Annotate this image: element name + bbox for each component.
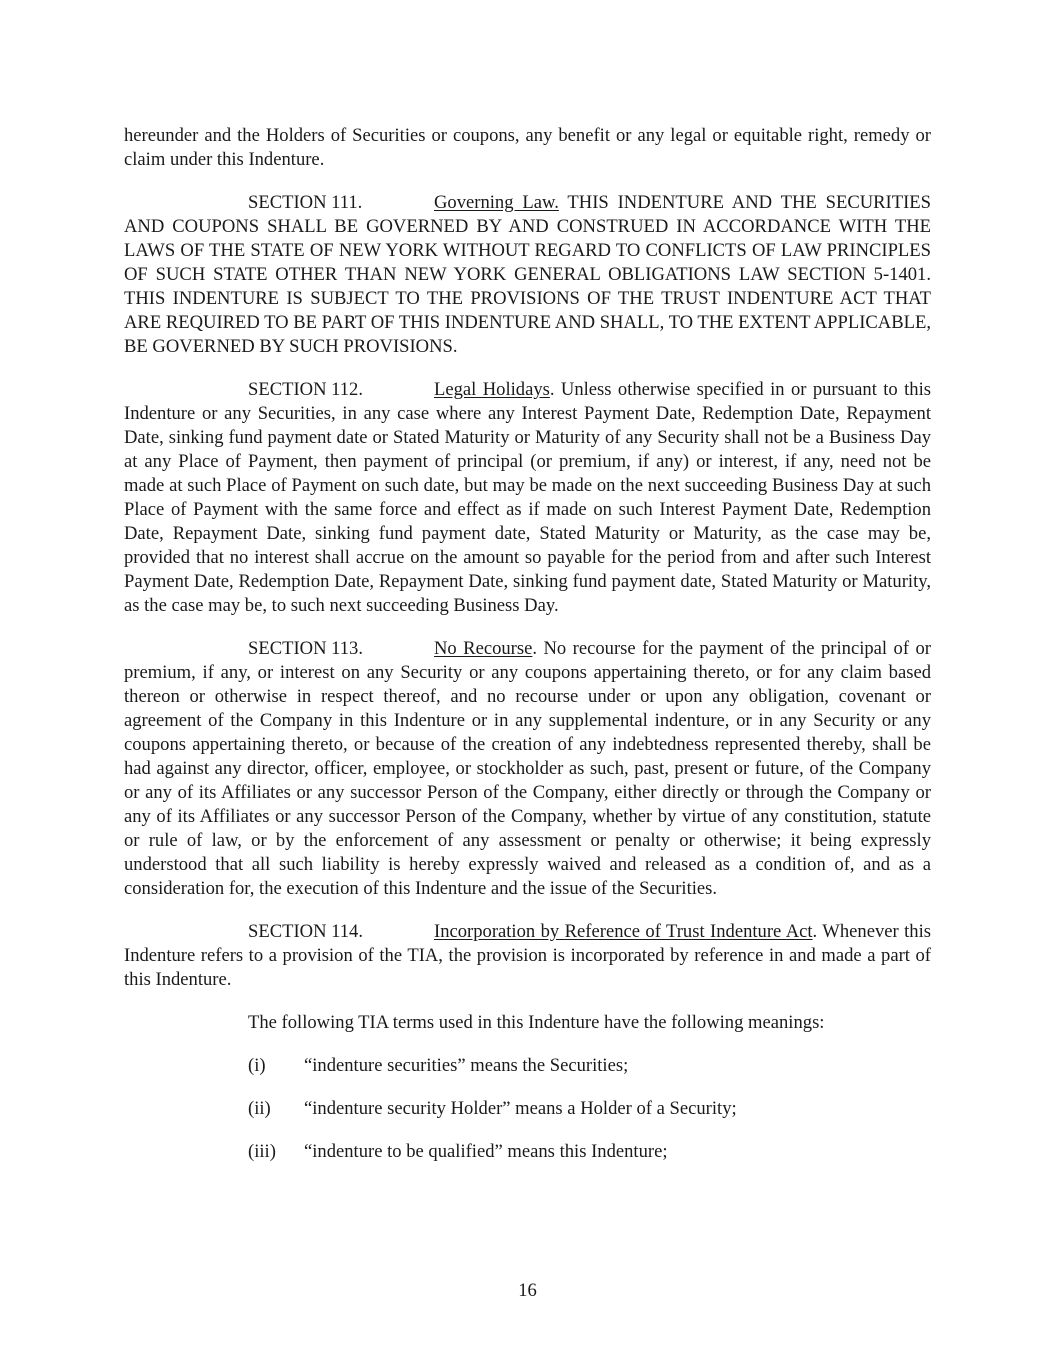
- section-113-title: No Recourse: [434, 638, 533, 659]
- section-113-heading: SECTION 113.: [248, 638, 364, 659]
- section-114-body: . Whenever this Indenture refers to a provision of the TIA, the provision is incorporated by reference in and made a part of this Indenture.: [124, 921, 931, 990]
- list-item-number: (i): [248, 1055, 266, 1076]
- list-item-number: (ii): [248, 1098, 271, 1119]
- section-111-heading: SECTION 111.: [248, 192, 363, 213]
- list-item: [248, 1097, 931, 1121]
- list-item: [248, 1140, 931, 1164]
- list-item-text: “indenture security Holder” means a Holder of a Security;: [304, 1098, 737, 1119]
- section-112-heading: SECTION 112.: [248, 379, 364, 400]
- section-112-title: Legal Holidays: [434, 379, 550, 400]
- section-114-heading: SECTION 114.: [248, 921, 364, 942]
- document-page: [124, 124, 931, 1183]
- section-114: [124, 920, 931, 992]
- section-113-body: . No recourse for the payment of the principal of or premium, if any, or interest on any Security or any coupons appertaining thereto, or for any claim based thereon or otherwise in respect thereof, and no recourse under or upon any obligation, covenant or agreement of the Company in this Indenture or in any supplemental indenture, or in any Security or any coupons appertaining thereto, or because of the creation of any indebtedness represented thereby, shall be had against any director, officer, employee, or stockholder as such, past, present or future, of the Company or any of its Affiliates or any successor Person of the Company, either directly or through the Company or any of its Affiliates or any successor Person of the Company, whether by virtue of any constitution, statute or rule of law, or by the enforcement of any assessment or penalty or otherwise; it being expressly understood that all such liability is hereby expressly waived and released as a condition of, and as a consideration for, the execution of this Indenture and the issue of the Securities.: [124, 638, 931, 899]
- section-114-title: Incorporation by Reference of Trust Indenture Act: [434, 921, 813, 942]
- section-113: [124, 637, 931, 901]
- list-item-text: “indenture securities” means the Securities;: [304, 1055, 629, 1076]
- section-112-body: . Unless otherwise specified in or pursuant to this Indenture or any Securities, in any case where any Interest Payment Date, Redemption Date, Repayment Date, sinking fund payment date or Stated Maturity or Maturity of any Security shall not be a Business Day at any Place of Payment, then payment of principal (or premium, if any) or interest, if any, need not be made at such Place of Payment on such date, but may be made on the next succeeding Business Day at such Place of Payment with the same force and effect as if made on such Interest Payment Date, Redemption Date, Repayment Date, sinking fund payment date, Stated Maturity or Maturity, as the case may be, provided that no interest shall accrue on the amount so payable for the period from and after such Interest Payment Date, Redemption Date, Repayment Date, sinking fund payment date, Stated Maturity or Maturity, as the case may be, to such next succeeding Business Day.: [124, 379, 931, 616]
- tia-intro: The following TIA terms used in this Indenture have the following meanings:: [248, 1012, 825, 1033]
- list-item: [248, 1054, 931, 1078]
- list-item-text: “indenture to be qualified” means this Indenture;: [304, 1141, 668, 1162]
- section-111-title: Governing Law.: [434, 192, 559, 213]
- section-112: [124, 378, 931, 618]
- page-number: 16: [518, 1280, 537, 1301]
- section-111-body: THIS INDENTURE AND THE SECURITIES AND COUPONS SHALL BE GOVERNED BY AND CONSTRUED IN ACCORDANCE WITH THE LAWS OF THE STATE OF NEW YORK WITHOUT REGARD TO CONFLICTS OF LAW PRINCIPLES OF SUCH STATE OTHER THAN NEW YORK GENERAL OBLIGATIONS LAW SECTION 5-1401. THIS INDENTURE IS SUBJECT TO THE PROVISIONS OF THE TRUST INDENTURE ACT THAT ARE REQUIRED TO BE PART OF THIS INDENTURE AND SHALL, TO THE EXTENT APPLICABLE, BE GOVERNED BY SUCH PROVISIONS.: [124, 192, 931, 357]
- list-item-number: (iii): [248, 1141, 276, 1162]
- section-111: [124, 191, 931, 359]
- intro-paragraph: hereunder and the Holders of Securities or coupons, any benefit or any legal or equitable right, remedy or claim under this Indenture.: [124, 125, 931, 170]
